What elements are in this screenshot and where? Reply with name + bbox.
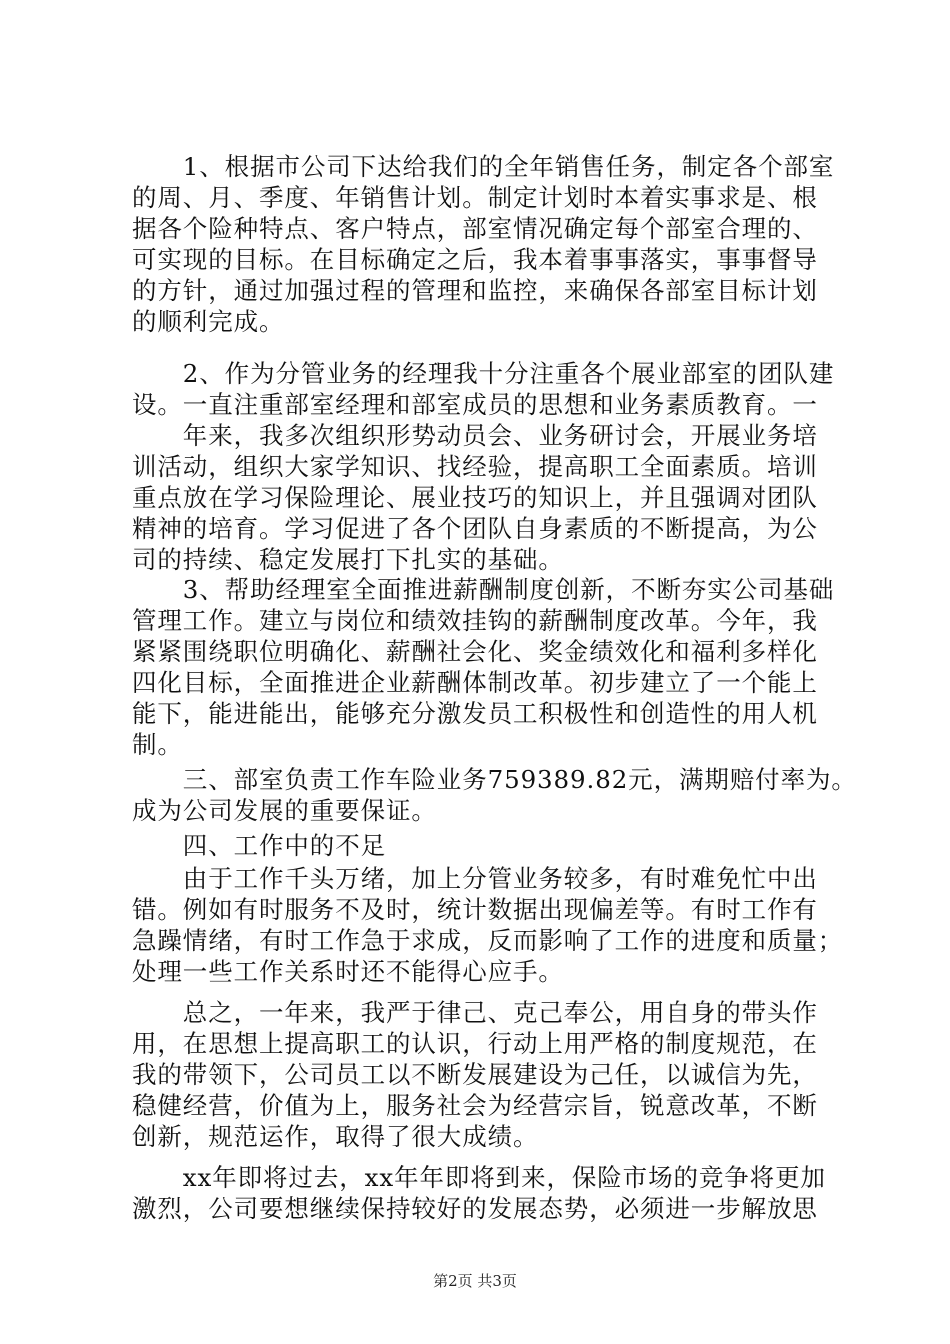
text-line: 能下，能进能出，能够充分激发员工积极性和创造性的用人机 <box>132 699 818 728</box>
text-line: 稳健经营，价值为上，服务社会为经营宗旨，锐意改革，不断 <box>132 1091 818 1120</box>
page-number-footer: 第2页 共3页 <box>433 1272 517 1290</box>
text-line: 我的带领下，公司员工以不断发展建设为己任，以诚信为先， <box>132 1060 818 1089</box>
text-line: 可实现的目标。在目标确定之后，我本着事事落实，事事督导 <box>132 245 818 274</box>
text-line: 成为公司发展的重要保证。 <box>132 796 437 825</box>
text-line: 紧紧围绕职位明确化、薪酬社会化、奖金绩效化和福利多样化 <box>132 637 818 666</box>
text-line: 管理工作。建立与岗位和绩效挂钩的薪酬制度改革。今年，我 <box>132 606 818 635</box>
text-line: 总之，一年来，我严于律己、克己奉公，用自身的带头作 <box>132 998 818 1027</box>
text-line: 3、帮助经理室全面推进薪酬制度创新，不断夯实公司基础 <box>132 575 835 604</box>
text-line: 急躁情绪，有时工作急于求成，反而影响了工作的进度和质量； <box>132 926 844 955</box>
text-line: 处理一些工作关系时还不能得心应手。 <box>132 957 564 986</box>
text-line: 由于工作千头万绪，加上分管业务较多，有时难免忙中出 <box>132 864 818 893</box>
text-line: 创新，规范运作，取得了很大成绩。 <box>132 1122 539 1151</box>
text-line: 四化目标，全面推进企业薪酬体制改革。初步建立了一个能上 <box>132 668 818 697</box>
text-line: 三、部室负责工作车险业务759389.82元，满期赔付率为。 <box>132 765 857 794</box>
text-line: 精神的培育。学习促进了各个团队自身素质的不断提高，为公 <box>132 514 818 543</box>
text-line: 训活动，组织大家学知识、找经验，提高职工全面素质。培训 <box>132 452 818 481</box>
text-line: 激烈，公司要想继续保持较好的发展态势，必须进一步解放思 <box>132 1194 818 1223</box>
text-line: 四、工作中的不足 <box>132 831 386 860</box>
text-line: 的方针，通过加强过程的管理和监控，来确保各部室目标计划 <box>132 276 818 305</box>
text-line: 年来，我多次组织形势动员会、业务研讨会，开展业务培 <box>132 421 818 450</box>
text-line: 的周、月、季度、年销售计划。制定计划时本着实事求是、根 <box>132 183 818 212</box>
text-line: 错。例如有时服务不及时，统计数据出现偏差等。有时工作有 <box>132 895 818 924</box>
text-line: 制。 <box>132 730 183 759</box>
text-line: 2、作为分管业务的经理我十分注重各个展业部室的团队建 <box>132 359 835 388</box>
text-line: 的顺利完成。 <box>132 307 285 336</box>
text-line: 设。一直注重部室经理和部室成员的思想和业务素质教育。一 <box>132 390 818 419</box>
text-line: 重点放在学习保险理论、展业技巧的知识上，并且强调对团队 <box>132 483 818 512</box>
text-line: 1、根据市公司下达给我们的全年销售任务，制定各个部室 <box>132 152 835 181</box>
text-line: xx年即将过去，xx年年即将到来，保险市场的竞争将更加 <box>132 1163 826 1192</box>
text-line: 用，在思想上提高职工的认识，行动上用严格的制度规范，在 <box>132 1029 818 1058</box>
text-line: 司的持续、稳定发展打下扎实的基础。 <box>132 545 564 574</box>
text-line: 据各个险种特点、客户特点，部室情况确定每个部室合理的、 <box>132 214 818 243</box>
